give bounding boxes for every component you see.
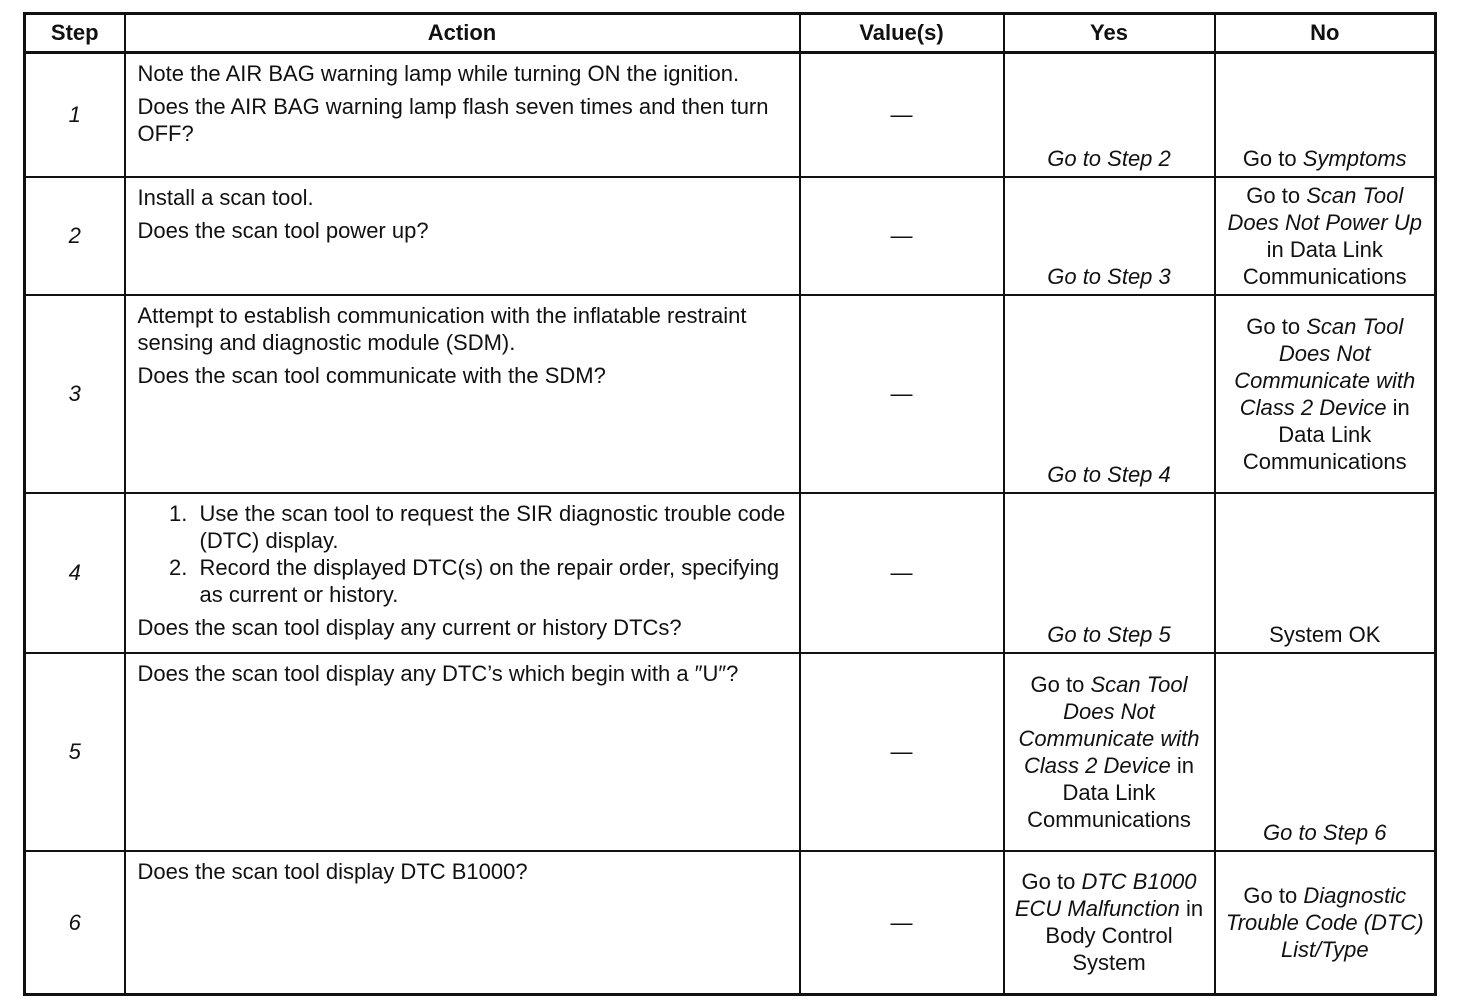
no-prefix: Go to <box>1246 182 1301 208</box>
no-suffix: in Data Link Communications <box>1242 236 1407 289</box>
step-number: 4 <box>25 493 125 653</box>
action-cell <box>125 493 800 653</box>
no-cell <box>1215 851 1436 995</box>
yes-cell <box>1004 851 1215 995</box>
no-suffix: in Data Link Communications <box>1242 394 1410 474</box>
value-cell: — <box>800 177 1004 295</box>
step-number: 5 <box>25 653 125 851</box>
value-cell: — <box>800 53 1004 177</box>
yes-suffix: in Data Link Communications <box>1027 752 1194 832</box>
action-list-item: 1. Use the scan tool to request the SIR diagnostic trouble code (DTC) display. <box>194 500 789 554</box>
no-link: Scan Tool Does Not Power Up <box>1227 182 1422 235</box>
action-list <box>138 500 789 608</box>
no-prefix: Go to <box>1242 145 1297 171</box>
table-row <box>25 493 1436 653</box>
yes-cell: Go to Step 3 <box>1004 177 1215 295</box>
action-question: Does the scan tool display any current or history DTCs? <box>137 614 682 640</box>
header-action: Action <box>125 14 800 53</box>
no-cell: System OK <box>1215 493 1436 653</box>
table-row <box>25 53 1436 177</box>
value-cell: — <box>800 653 1004 851</box>
header-row <box>25 14 1436 53</box>
yes-link: DTC B1000 ECU Malfunction <box>1014 869 1197 922</box>
no-cell <box>1215 295 1436 493</box>
step-number: 6 <box>25 851 125 995</box>
value-cell: — <box>800 493 1004 653</box>
yes-suffix: in Body Control System <box>1045 896 1204 976</box>
step-number: 1 <box>25 53 125 177</box>
action-text: Attempt to establish communication with the inflatable restraint sensing and diagnostic module (SDM). <box>137 302 747 355</box>
table-row <box>25 653 1436 851</box>
action-text: Install a scan tool. <box>137 184 314 210</box>
no-prefix: Go to <box>1243 882 1298 908</box>
action-question: Does the scan tool power up? <box>137 217 429 243</box>
action-cell <box>125 295 800 493</box>
action-list-item: 2. Record the displayed DTC(s) on the repair order, specifying as current or history. <box>194 554 789 608</box>
header-values: Value(s) <box>800 14 1004 53</box>
action-cell <box>125 851 800 995</box>
step-number: 2 <box>25 177 125 295</box>
action-cell <box>125 53 800 177</box>
yes-prefix: Go to <box>1030 671 1085 697</box>
table-row <box>25 851 1436 995</box>
value-cell: — <box>800 295 1004 493</box>
header-no: No <box>1215 14 1436 53</box>
header-yes: Yes <box>1004 14 1215 53</box>
no-link: Diagnostic Trouble Code (DTC) List/Type <box>1225 882 1424 962</box>
diagnostic-table <box>23 12 1437 996</box>
no-link: Symptoms <box>1302 145 1407 171</box>
no-cell <box>1215 177 1436 295</box>
yes-link: Scan Tool Does Not Communicate with Class 2 Device <box>1018 671 1200 778</box>
value-cell: — <box>800 851 1004 995</box>
table-row <box>25 295 1436 493</box>
yes-cell: Go to Step 2 <box>1004 53 1215 177</box>
no-link: Scan Tool Does Not Communicate with Class 2 Device <box>1234 313 1416 420</box>
table-row <box>25 177 1436 295</box>
yes-prefix: Go to <box>1021 869 1076 895</box>
action-question: Does the scan tool communicate with the SDM? <box>137 362 606 388</box>
action-question: Does the scan tool display any DTC’s which begin with a ″U″? <box>137 660 739 686</box>
action-question: Does the scan tool display DTC B1000? <box>137 858 528 884</box>
action-cell <box>125 177 800 295</box>
yes-cell: Go to Step 5 <box>1004 493 1215 653</box>
yes-cell: Go to Step 4 <box>1004 295 1215 493</box>
action-text: Note the AIR BAG warning lamp while turning ON the ignition. <box>137 61 740 86</box>
action-question: Does the AIR BAG warning lamp flash seven times and then turn OFF? <box>137 94 769 146</box>
action-cell <box>125 653 800 851</box>
yes-cell <box>1004 653 1215 851</box>
no-cell: Go to Step 6 <box>1215 653 1436 851</box>
header-step: Step <box>25 14 125 53</box>
no-prefix: Go to <box>1246 313 1301 339</box>
step-number: 3 <box>25 295 125 493</box>
no-cell <box>1215 53 1436 177</box>
